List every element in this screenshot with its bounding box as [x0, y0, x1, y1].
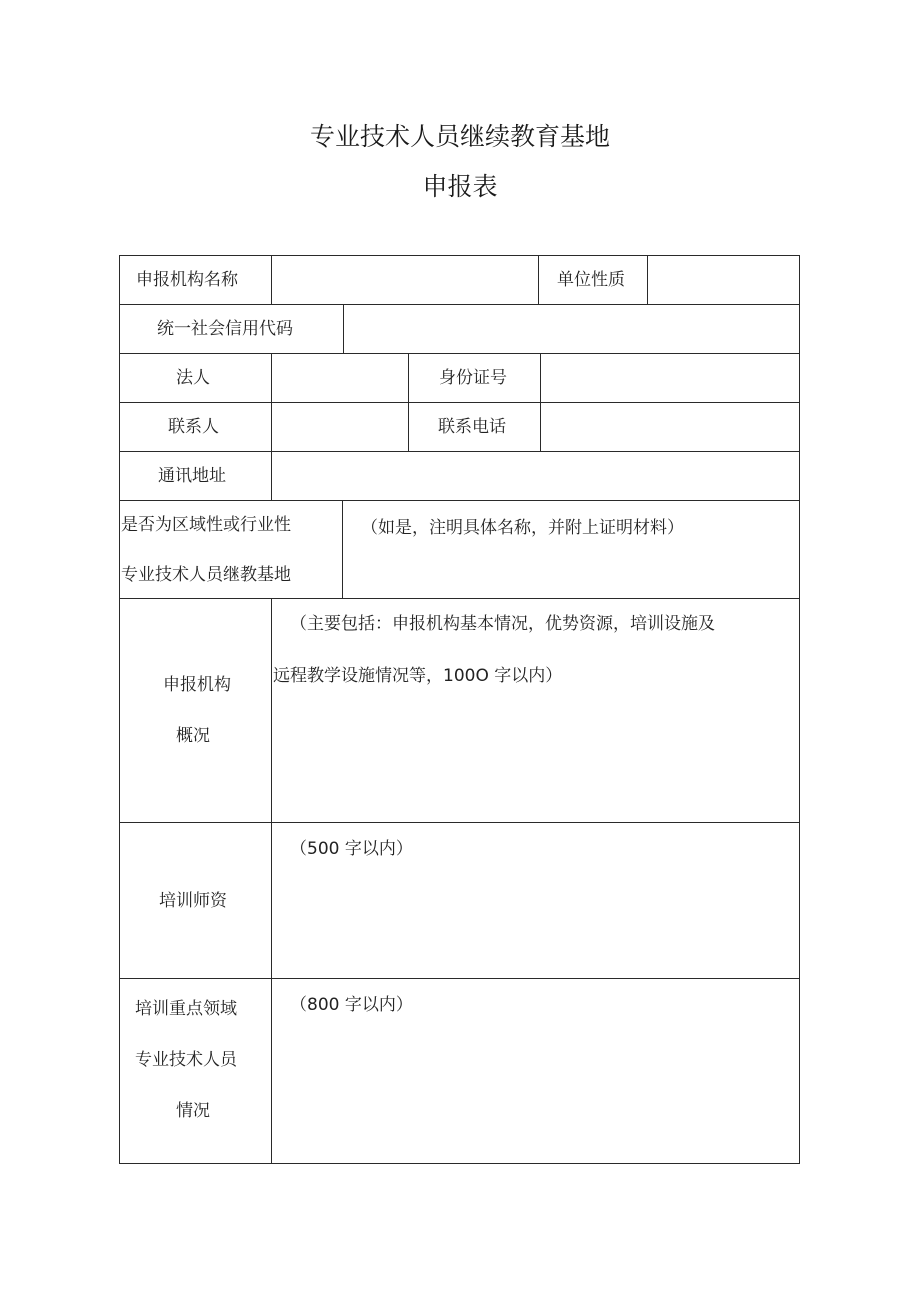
contact-person-field[interactable] [272, 403, 408, 451]
address-label: 通讯地址 [158, 466, 226, 486]
unit-nature-label: 单位性质 [557, 270, 625, 290]
trainers-field[interactable] [272, 823, 799, 978]
key-area-label: 培训重点领域 [135, 999, 237, 1019]
regional-base-field[interactable] [343, 501, 799, 598]
regional-base-label: 是否为区域性或行业性 [121, 515, 291, 535]
credit-code-field[interactable] [344, 305, 799, 353]
address-field[interactable] [272, 452, 799, 500]
col-divider [408, 353, 409, 451]
regional-base-label-line2: 专业技术人员继教基地 [121, 565, 291, 585]
org-overview-label-line2: 概况 [176, 726, 210, 746]
org-overview-label: 申报机构 [163, 675, 231, 695]
col-divider [538, 256, 539, 304]
key-area-field[interactable] [272, 979, 799, 1163]
form-subtitle: 申报表 [422, 172, 498, 201]
key-area-label-line3: 情况 [176, 1101, 210, 1121]
org-name-label: 申报机构名称 [136, 270, 238, 290]
org-overview-field[interactable] [272, 599, 799, 822]
trainers-label: 培训师资 [159, 891, 227, 911]
contact-phone-label: 联系电话 [438, 417, 506, 437]
key-area-label-line2: 专业技术人员 [135, 1050, 237, 1070]
trainers-hint: （500 字以内） [290, 839, 413, 859]
id-number-field[interactable] [541, 354, 799, 402]
unit-nature-field[interactable] [648, 256, 799, 304]
org-overview-hint: （主要包括：申报机构基本情况，优势资源，培训设施及 [290, 614, 715, 634]
form-title: 专业技术人员继续教育基地 [309, 122, 610, 151]
org-overview-hint-line2: 远程教学设施情况等，100O 字以内） [273, 666, 563, 686]
legal-person-label: 法人 [176, 368, 210, 388]
credit-code-label: 统一社会信用代码 [157, 319, 293, 339]
legal-person-field[interactable] [272, 354, 408, 402]
regional-base-hint: （如是，注明具体名称，并附上证明材料） [361, 518, 684, 538]
org-name-field[interactable] [272, 256, 538, 304]
key-area-hint: （800 字以内） [290, 995, 413, 1015]
application-form-table [119, 255, 800, 1164]
contact-person-label: 联系人 [168, 417, 219, 437]
contact-phone-field[interactable] [541, 403, 799, 451]
id-number-label: 身份证号 [439, 368, 507, 388]
